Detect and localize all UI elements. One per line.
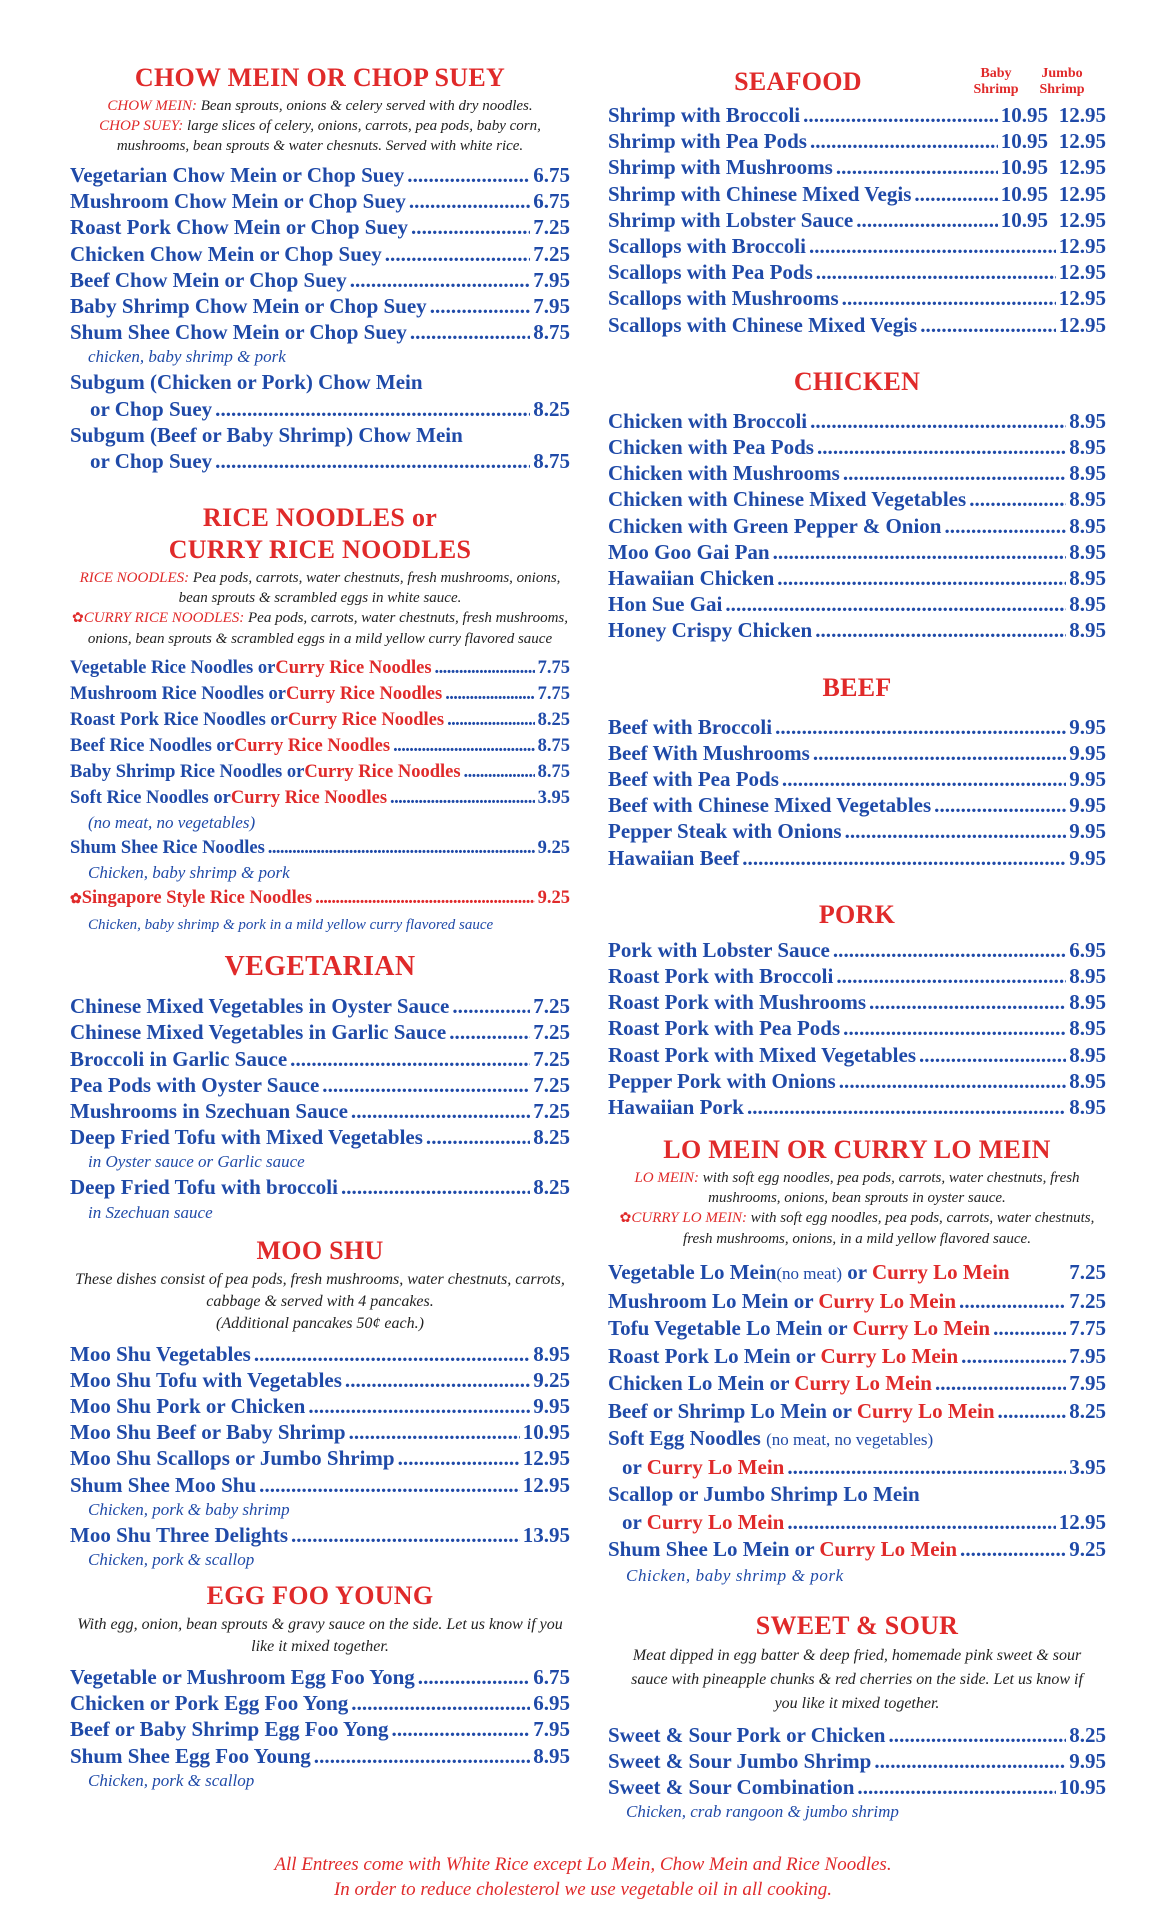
menu-item: Moo Shu Vegetables . . . 8.95 bbox=[70, 1341, 570, 1367]
item-note: Chicken, pork & scallop bbox=[88, 1770, 255, 1790]
menu-item: Shum Shee Egg Foo Young . . . 8.95 bbox=[70, 1743, 570, 1769]
egg-foo-young-section bbox=[70, 1580, 570, 1793]
item-note: Chicken, baby shrimp & pork bbox=[626, 1565, 844, 1585]
section-title: SWEET & SOUR bbox=[755, 1610, 959, 1640]
right-column bbox=[608, 62, 1106, 1824]
menu-item: Chicken with Mushrooms . . . 8.95 bbox=[608, 460, 1106, 486]
item-note: Chicken, baby shrimp & pork bbox=[88, 863, 290, 883]
menu-item: Hawaiian Beef . . . 9.95 bbox=[608, 845, 1106, 871]
menu-item: Chinese Mixed Vegetables in Garlic Sauce . . . 7.25 bbox=[70, 1019, 570, 1045]
menu-item: Beef or Shrimp Lo Mein or Curry Lo Mein . . . 8.25 bbox=[608, 1398, 1106, 1426]
menu-list bbox=[70, 993, 570, 1224]
section-title: CURRY RICE NOODLES bbox=[168, 535, 472, 565]
beef-section bbox=[608, 672, 1106, 871]
section-title: CHOW MEIN OR CHOP SUEY bbox=[134, 63, 506, 92]
menu-item: Baby Shrimp Chow Mein or Chop Suey . . . 7.95 bbox=[70, 293, 570, 319]
menu-item: Roast Pork with Mixed Vegetables . . . 8.95 bbox=[608, 1042, 1106, 1068]
menu-item: or Chop Suey . . . 8.75 bbox=[70, 448, 570, 474]
menu-item: or Chop Suey . . . 8.25 bbox=[70, 396, 570, 422]
footer-line: All Entrees come with White Rice except Lo Mein, Chow Mein and Rice Noodles. bbox=[274, 1854, 892, 1875]
chili-pepper-icon: ✿ bbox=[71, 611, 84, 627]
section-title: BEEF bbox=[822, 672, 892, 702]
chili-pepper-icon: ✿ bbox=[619, 1211, 632, 1227]
chicken-section bbox=[608, 366, 1106, 644]
menu-item: Shrimp with Chinese Mixed Vegis . . . 10.95 12.95 bbox=[608, 181, 1106, 207]
menu-item: Roast Pork with Broccoli . . . 8.95 bbox=[608, 963, 1106, 989]
menu-item: Sweet & Sour Jumbo Shrimp . . . 9.95 bbox=[608, 1748, 1106, 1774]
menu-list bbox=[70, 655, 570, 937]
menu-item: Chicken Chow Mein or Chop Suey . . . 7.25 bbox=[70, 241, 570, 267]
section-title: EGG FOO YOUNG bbox=[206, 1581, 434, 1611]
menu-list bbox=[608, 937, 1106, 1120]
section-title: CHICKEN bbox=[793, 366, 921, 396]
menu-item: Pork with Lobster Sauce . . . 6.95 bbox=[608, 937, 1106, 963]
item-note: chicken, baby shrimp & pork bbox=[88, 347, 286, 367]
section-title: PORK bbox=[818, 899, 896, 929]
menu-item: Mushroom Rice Noodles or Curry Rice Noodles . . . 7.75 bbox=[70, 681, 570, 707]
menu-list bbox=[608, 408, 1106, 644]
item-note: Chicken, pork & scallop bbox=[88, 1550, 255, 1570]
item-note: Chicken, baby shrimp & pork in a mild yellow curry flavored sauce bbox=[88, 917, 494, 934]
menu-item: Mushroom Lo Mein or Curry Lo Mein . . . 7.25 bbox=[608, 1288, 1106, 1316]
menu-item: Roast Pork Rice Noodles or Curry Rice Noodles . . . 8.25 bbox=[70, 707, 570, 733]
item-note: in Oyster sauce or Garlic sauce bbox=[88, 1152, 305, 1172]
menu-item: Moo Shu Three Delights . . . 13.95 bbox=[70, 1522, 570, 1548]
item-note: in Szechuan sauce bbox=[88, 1202, 213, 1222]
menu-item: Shum Shee Chow Mein or Chop Suey . . . 8.75 bbox=[70, 319, 570, 345]
column-header-baby: Baby Shrimp bbox=[973, 66, 1019, 97]
section-description: CHOW MEIN: Bean sprouts, onions & celery served with dry noodles. CHOP SUEY: large slices of celery, onions, carrots, pea pods, baby corn, mushrooms, bean sprouts & water chesnuts. Served with white rice. bbox=[99, 98, 541, 154]
menu-item: Beef with Pea Pods . . . 9.95 bbox=[608, 766, 1106, 792]
menu-item: Honey Crispy Chicken . . . 8.95 bbox=[608, 617, 1106, 643]
item-note: Chicken, crab rangoon & jumbo shrimp bbox=[626, 1802, 899, 1822]
section-description: With egg, onion, bean sprouts & gravy sauce on the side. Let us know if you like it mixed together. bbox=[77, 1616, 563, 1656]
menu-item: Moo Shu Tofu with Vegetables . . . 9.25 bbox=[70, 1367, 570, 1393]
menu-list bbox=[608, 1722, 1106, 1825]
menu-item: Sweet & Sour Pork or Chicken . . . 8.25 bbox=[608, 1722, 1106, 1748]
menu-item: Pea Pods with Oyster Sauce . . . 7.25 bbox=[70, 1072, 570, 1098]
moo-shu-section bbox=[70, 1235, 570, 1572]
menu-item: Scallops with Broccoli . . . 12.95 bbox=[608, 233, 1106, 259]
menu-item: Shum Shee Lo Mein or Curry Lo Mein . . . 9.25 bbox=[608, 1536, 1106, 1564]
menu-item: Shrimp with Lobster Sauce . . . 10.95 12.95 bbox=[608, 207, 1106, 233]
menu-item: Moo Goo Gai Pan . . . 8.95 bbox=[608, 539, 1106, 565]
menu-item: Deep Fried Tofu with broccoli . . . 8.25 bbox=[70, 1174, 570, 1200]
menu-item: Moo Shu Pork or Chicken . . . 9.95 bbox=[70, 1393, 570, 1419]
chili-pepper-icon: ✿ bbox=[70, 892, 82, 908]
item-note: Chicken, pork & baby shrimp bbox=[88, 1499, 290, 1519]
menu-item: Shrimp with Pea Pods . . . 10.95 12.95 bbox=[608, 128, 1106, 154]
menu-item: Baby Shrimp Rice Noodles or Curry Rice Noodles . . . 8.75 bbox=[70, 759, 570, 785]
menu-item: Roast Pork with Pea Pods . . . 8.95 bbox=[608, 1015, 1106, 1041]
menu-list bbox=[70, 1341, 570, 1572]
section-description: LO MEIN: with soft egg noodles, pea pods, carrots, water chestnuts, fresh mushrooms, onions, bean sprouts in oyster sauce. ✿CURRY LO MEIN: with soft egg noodles, pea pods, carrots, water chestnuts, fresh mushrooms, onions, in a mild yellow flavored sauce. bbox=[619, 1170, 1095, 1248]
menu-item: Shum Shee Moo Shu . . . 12.95 bbox=[70, 1472, 570, 1498]
menu-list bbox=[608, 102, 1106, 338]
menu-item: Scallops with Pea Pods . . . 12.95 bbox=[608, 259, 1106, 285]
menu-item: Soft Rice Noodles or Curry Rice Noodles . . . 3.95 bbox=[70, 785, 570, 811]
section-title: LO MEIN OR CURRY LO MEIN bbox=[663, 1135, 1051, 1165]
menu-item: ✿ Singapore Style Rice Noodles . . . 9.25 bbox=[70, 885, 570, 913]
menu-item: or Curry Lo Mein . . . 12.95 bbox=[608, 1509, 1106, 1537]
menu-item: Pepper Steak with Onions . . . 9.95 bbox=[608, 818, 1106, 844]
section-description: RICE NOODLES: Pea pods, carrots, water chestnuts, fresh mushrooms, onions, bean sprouts & scrambled eggs in white sauce. ✿CURRY RICE NOODLES: Pea pods, carrots, water chestnuts, fresh mushrooms, onions, bean sprouts & scrambled eggs in a mild yellow curry flavored sauce bbox=[71, 570, 569, 648]
chow-mein-section bbox=[70, 62, 570, 474]
menu-item: Scallops with Mushrooms . . . 12.95 bbox=[608, 285, 1106, 311]
menu-item: or Curry Lo Mein . . . 3.95 bbox=[608, 1454, 1106, 1482]
section-title: SEAFOOD bbox=[734, 67, 862, 96]
menu-item: Vegetable or Mushroom Egg Foo Yong . . . 6.75 bbox=[70, 1664, 570, 1690]
footer-line: In order to reduce cholesterol we use vegetable oil in all cooking. bbox=[333, 1879, 833, 1900]
menu-item: Deep Fried Tofu with Mixed Vegetables . . . 8.25 bbox=[70, 1124, 570, 1150]
section-title: RICE NOODLES or bbox=[202, 503, 438, 533]
menu-item: Mushrooms in Szechuan Sauce . . . 7.25 bbox=[70, 1098, 570, 1124]
item-note: (no meat, no vegetables) bbox=[88, 813, 256, 833]
menu-item: Chicken or Pork Egg Foo Yong . . . 6.95 bbox=[70, 1690, 570, 1716]
menu-item: Scallops with Chinese Mixed Vegis . . . 12.95 bbox=[608, 312, 1106, 338]
menu-item: Mushroom Chow Mein or Chop Suey . . . 6.75 bbox=[70, 188, 570, 214]
menu-item: Beef Chow Mein or Chop Suey . . . 7.95 bbox=[70, 267, 570, 293]
menu-item: Shum Shee Rice Noodles . . . 9.25 bbox=[70, 835, 570, 861]
menu-item: Chicken with Pea Pods . . . 8.95 bbox=[608, 434, 1106, 460]
seafood-header bbox=[608, 62, 1106, 102]
section-description: Meat dipped in egg batter & deep fried, homemade pink sweet & sour sauce with pineapple chunks & red cherries on the side. Let us know if you like it mixed together. bbox=[631, 1646, 1083, 1712]
footer-note bbox=[0, 1852, 1166, 1902]
menu-item: Beef or Baby Shrimp Egg Foo Yong . . . 7.95 bbox=[70, 1716, 570, 1742]
lo-mein-section bbox=[608, 1134, 1106, 1588]
menu-item: Roast Pork Lo Mein or Curry Lo Mein . . . 7.95 bbox=[608, 1343, 1106, 1371]
menu-item: Beef with Broccoli . . . 9.95 bbox=[608, 714, 1106, 740]
menu-item: Beef Rice Noodles or Curry Rice Noodles . . . 8.75 bbox=[70, 733, 570, 759]
menu-item: Vegetable Lo Mein (no meat) or Curry Lo Mein 7.25 bbox=[608, 1260, 1106, 1285]
menu-item: Hawaiian Chicken . . . 8.95 bbox=[608, 565, 1106, 591]
menu-list bbox=[70, 162, 570, 474]
menu-item: Broccoli in Garlic Sauce . . . 7.25 bbox=[70, 1046, 570, 1072]
menu-item: Pepper Pork with Onions . . . 8.95 bbox=[608, 1068, 1106, 1094]
menu-list bbox=[608, 1259, 1106, 1588]
menu-item: Sweet & Sour Combination . . . 10.95 bbox=[608, 1774, 1106, 1800]
menu-item: Chicken with Green Pepper & Onion . . . 8.95 bbox=[608, 513, 1106, 539]
menu-item: Scallop or Jumbo Shrimp Lo Mein bbox=[608, 1482, 920, 1507]
section-description: These dishes consist of pea pods, fresh mushrooms, water chestnuts, carrots, cabbage & served with 4 pancakes. (Additional pancakes 50¢ each.) bbox=[75, 1270, 565, 1332]
menu-item: Soft Egg Noodles (no meat, no vegetables) bbox=[608, 1426, 934, 1451]
seafood-section bbox=[608, 62, 1106, 338]
section-title: MOO SHU bbox=[256, 1235, 384, 1265]
menu-item: Hon Sue Gai . . . 8.95 bbox=[608, 591, 1106, 617]
menu-item: Roast Pork with Mushrooms . . . 8.95 bbox=[608, 989, 1106, 1015]
menu-item: Beef with Chinese Mixed Vegetables . . . 9.95 bbox=[608, 792, 1106, 818]
menu-item: Tofu Vegetable Lo Mein or Curry Lo Mein . . . 7.75 bbox=[608, 1315, 1106, 1343]
menu-item: Shrimp with Broccoli . . . 10.95 12.95 bbox=[608, 102, 1106, 128]
menu-item: Subgum (Chicken or Pork) Chow Mein bbox=[70, 370, 423, 395]
menu-item: Chicken with Chinese Mixed Vegetables . . . 8.95 bbox=[608, 486, 1106, 512]
menu-item: Moo Shu Beef or Baby Shrimp . . . 10.95 bbox=[70, 1419, 570, 1445]
left-column bbox=[70, 62, 570, 1793]
vegetarian-section bbox=[70, 949, 570, 1224]
menu-item: Moo Shu Scallops or Jumbo Shrimp . . . 12.95 bbox=[70, 1445, 570, 1471]
rice-noodles-section bbox=[70, 502, 570, 937]
menu-list bbox=[70, 1664, 570, 1793]
menu-item: Chicken with Broccoli . . . 8.95 bbox=[608, 408, 1106, 434]
menu-item: Beef With Mushrooms . . . 9.95 bbox=[608, 740, 1106, 766]
column-header-jumbo: Jumbo Shrimp bbox=[1039, 66, 1085, 97]
menu-list bbox=[608, 714, 1106, 871]
menu-item: Vegetarian Chow Mein or Chop Suey . . . 6.75 bbox=[70, 162, 570, 188]
menu-item: Vegetable Rice Noodles or Curry Rice Noodles . . . 7.75 bbox=[70, 655, 570, 681]
menu-item: Roast Pork Chow Mein or Chop Suey . . . 7.25 bbox=[70, 214, 570, 240]
menu-item: Chicken Lo Mein or Curry Lo Mein . . . 7.95 bbox=[608, 1370, 1106, 1398]
menu-item: Subgum (Beef or Baby Shrimp) Chow Mein bbox=[70, 422, 463, 447]
menu-item: Shrimp with Mushrooms . . . 10.95 12.95 bbox=[608, 154, 1106, 180]
menu-item: Chinese Mixed Vegetables in Oyster Sauce . . . 7.25 bbox=[70, 993, 570, 1019]
menu-item: Hawaiian Pork . . . 8.95 bbox=[608, 1094, 1106, 1120]
pork-section bbox=[608, 899, 1106, 1120]
sweet-sour-section bbox=[608, 1610, 1106, 1825]
section-title: VEGETARIAN bbox=[224, 951, 416, 983]
